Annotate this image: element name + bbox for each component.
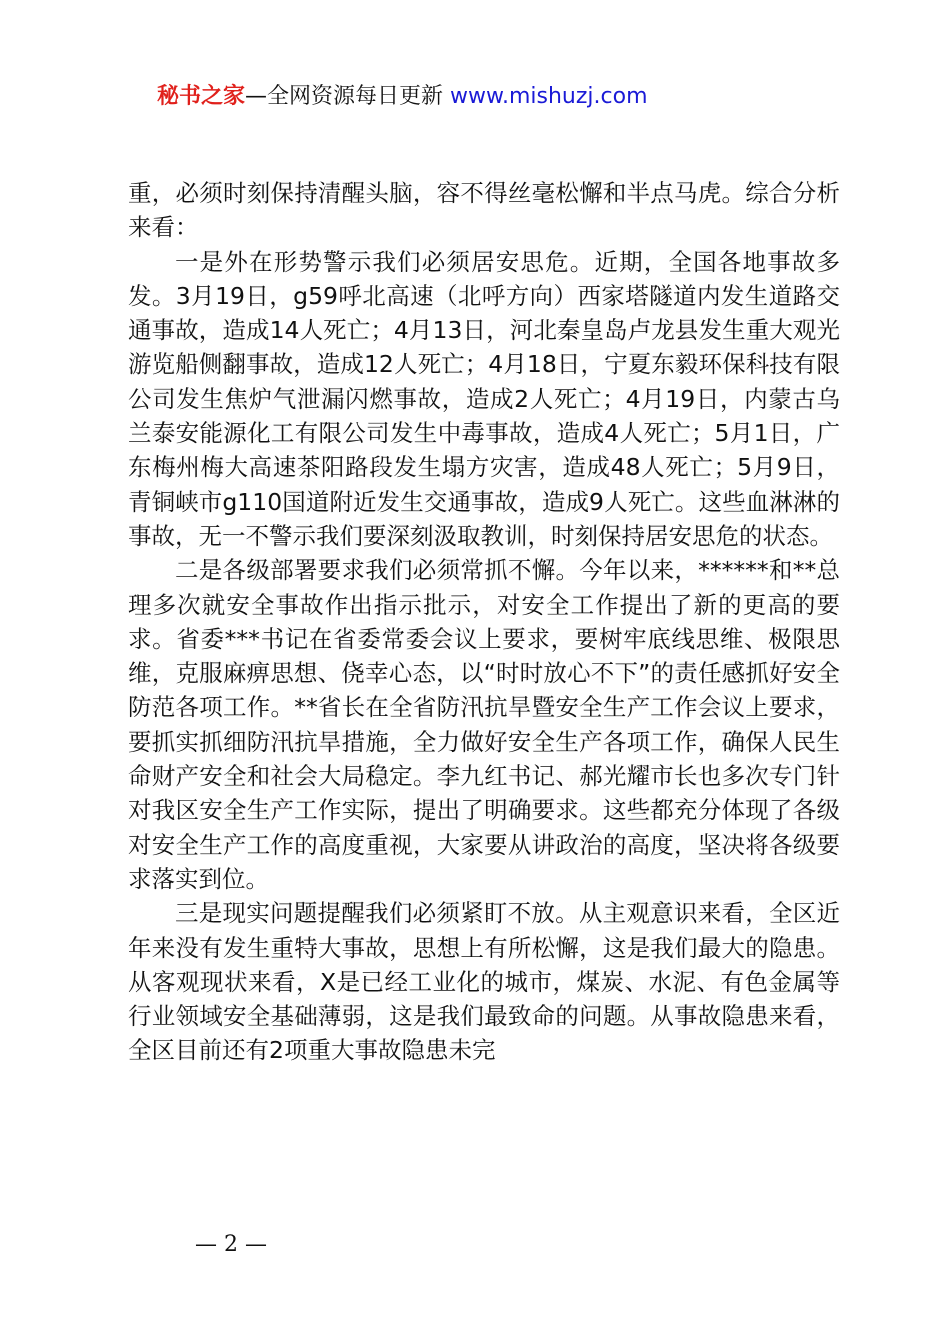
document-body — [128, 176, 840, 1068]
paragraph-external-situation: 一是外在形势警示我们必须居安思危。近期，全国各地事故多发。3月19日，g59呼北高速（北呼方向）西家塔隧道内发生道路交通事故，造成14人死亡；4月13日，河北秦皇岛卢龙县发生重大观光游览船侧翻事故，造成12人死亡；4月18日，宁夏东毅环保科技有限公司发生焦炉气泄漏闪燃事故，造成2人死亡；4月19日，内蒙古乌兰泰安能源化工有限公司发生中毒事故，造成4人死亡；5月1日，广东梅州梅大高速茶阳路段发生塌方灾害，造成48人死亡；5月9日，青铜峡市g110国道附近发生交通事故，造成9人死亡。这些血淋淋的事故，无一不警示我们要深刻汲取教训，时刻保持居安思危的状态。 — [128, 247, 840, 550]
paragraph-practical-problems: 三是现实问题提醒我们必须紧盯不放。从主观意识来看，全区近年来没有发生重特大事故，思想上有所松懈，这是我们最大的隐患。从客观现状来看，X是已经工业化的城市，煤炭、水泥、有色金属等行业领域安全基础薄弱，这是我们最致命的问题。从事故隐患来看，全区目前还有2项重大事故隐患未完 — [128, 899, 840, 1065]
page-number: — 2 — — [195, 1232, 267, 1257]
paragraph-deployment-requirements: 二是各级部署要求我们必须常抓不懈。今年以来，******和**总理多次就安全事故作出指示批示，对安全工作提出了新的更高的要求。省委***书记在省委常委会议上要求，要树牢底线思维、极限思维，克服麻痹思想、侥幸心态，以“时时放心不下”的责任感抓好安全防范各项工作。**省长在全省防汛抗旱暨安全生产工作会议上要求，要抓实抓细防汛抗旱措施，全力做好安全生产各项工作，确保人民生命财产安全和社会大局稳定。李九红书记、郝光耀市长也多次专门针对我区安全生产工作实际，提出了明确要求。这些都充分体现了各级对安全生产工作的高度重视，大家要从讲政治的高度，坚决将各级要求落实到位。 — [128, 556, 840, 893]
site-name: 秘书之家 — [157, 84, 246, 109]
site-url-link[interactable]: www.mishuzj.com — [450, 84, 648, 109]
page-header — [157, 80, 648, 114]
paragraph-continuation: 重，必须时刻保持清醒头脑，容不得丝毫松懈和半点马虎。综合分析来看： — [128, 179, 840, 242]
site-tagline: —全网资源每日更新 — [245, 84, 451, 109]
